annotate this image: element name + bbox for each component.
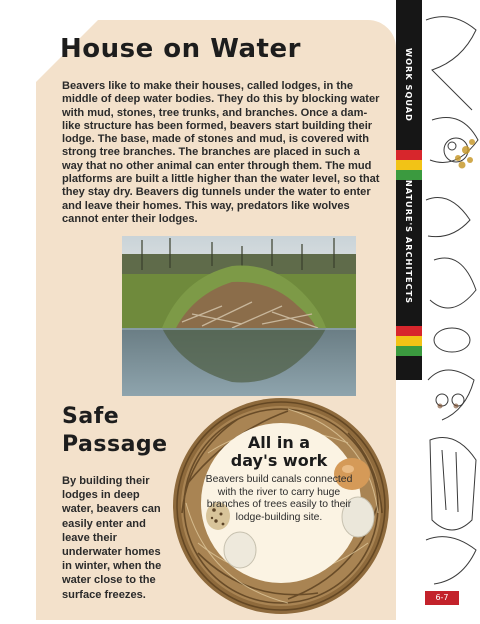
safe-passage-title-line-2: Passage <box>62 432 168 457</box>
side-tab-natures-architects: NATURE'S ARCHITECTS <box>404 179 414 305</box>
nest-callout <box>200 434 358 524</box>
safe-passage-title-line-1: Safe <box>62 404 120 429</box>
stripe-green-lower <box>396 346 422 356</box>
callout-title-line-2: day's work <box>230 451 328 470</box>
stripe-green <box>396 170 422 180</box>
page-number: 6-7 <box>425 591 459 605</box>
stripe-yellow-lower <box>396 336 422 346</box>
callout-title <box>200 434 358 470</box>
stripe-red <box>396 150 422 160</box>
callout-body: Beavers build canals connected with the river to carry huge branches of trees easily to their lodge-building site. <box>205 474 353 523</box>
side-tab-work-squad: WORK SQUAD <box>404 48 414 122</box>
callout-title-line-1: All in a <box>247 433 311 452</box>
section-body-safe-passage: By building their lodges in deep water, beavers can easily enter and leave their underwater homes in winter, when the water close to the surface freezes. <box>62 475 162 601</box>
section-body-house-on-water: Beavers like to make their houses, called lodges, in the middle of deep water bodies. They do this by blocking water with mud, stones, tree trunks, and branches. Once a dam-like structure has been formed, beavers start building their lodge. The base, made of stones and mud, is covered with strong tree branches. The branches are placed in such a way that no other animal can enter through them. The mud platforms are built a little higher than the water level, so that they stay dry. Beavers dig tunnels under the water to enter and leave their homes. This way, predators like wolves cannot enter their lodges. <box>62 80 380 225</box>
stripe-yellow <box>396 160 422 170</box>
beaver-lodge-photo <box>122 236 356 396</box>
section-title-safe-passage <box>62 403 168 459</box>
stripe-red-lower <box>396 326 422 336</box>
ink-sketch-illustration <box>422 0 480 620</box>
section-title-house-on-water: House on Water <box>60 34 301 64</box>
